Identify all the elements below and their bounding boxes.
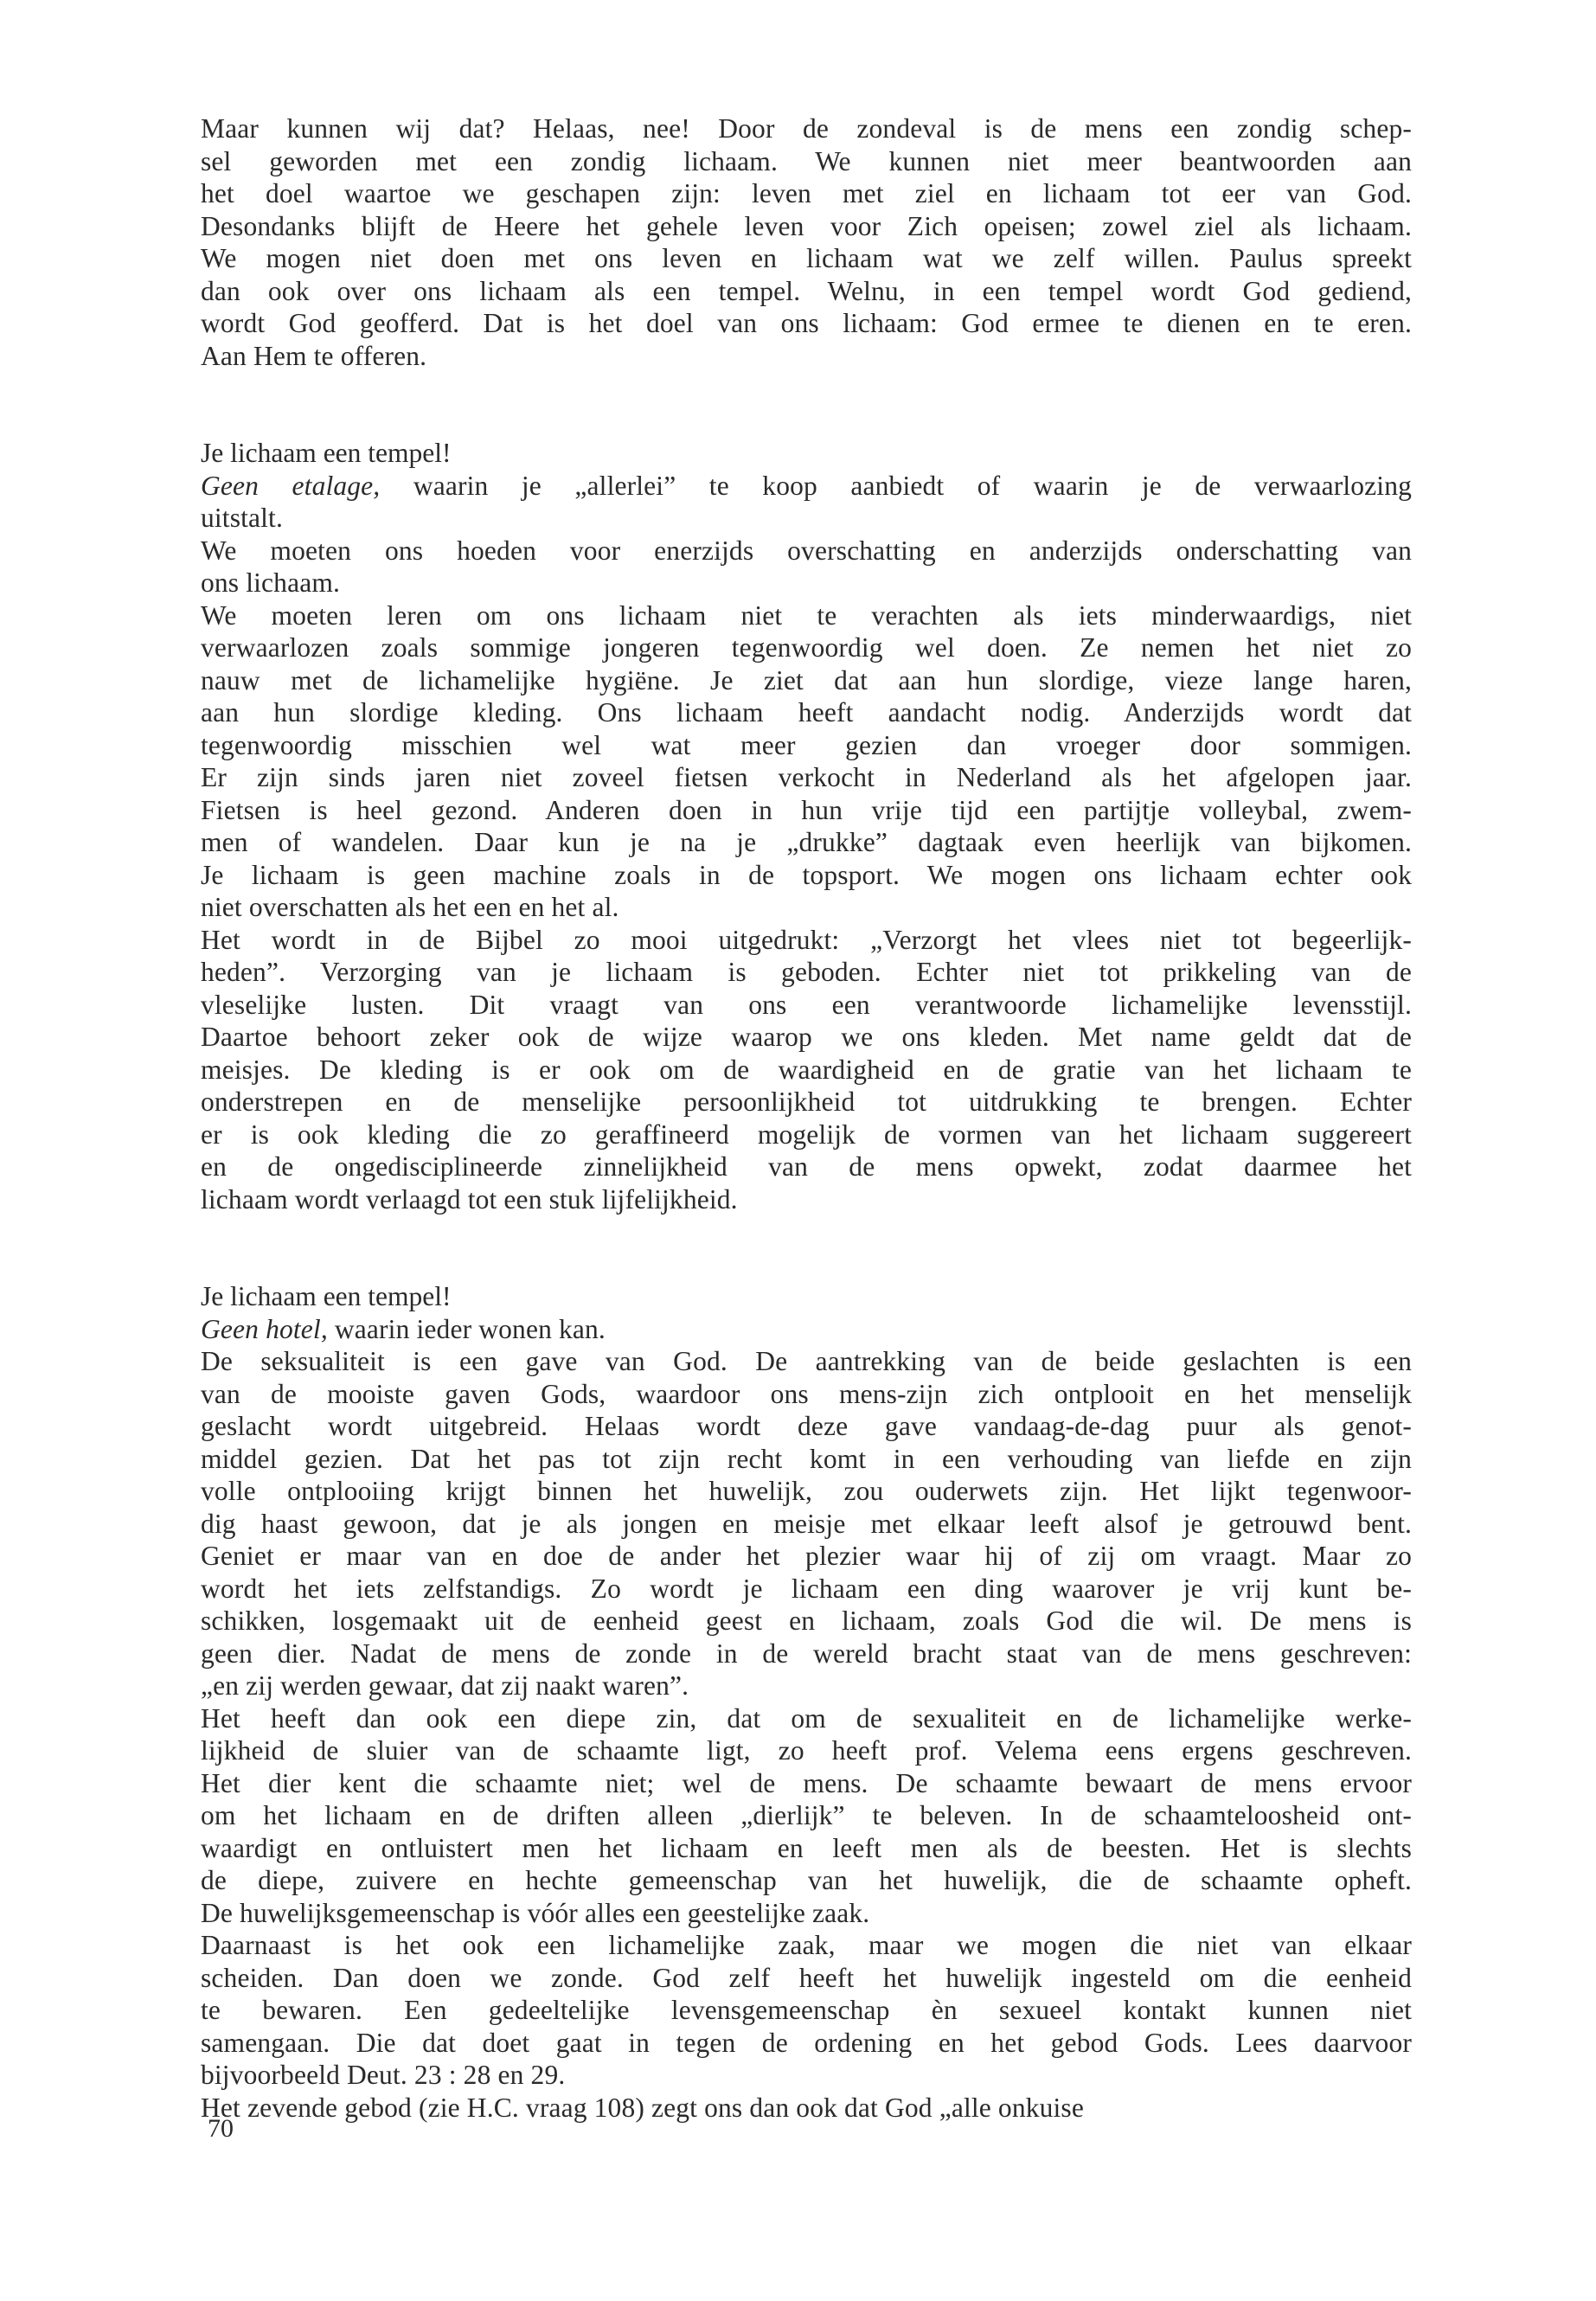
text-line: Er zijn sinds jaren niet zoveel fietsen verkocht in Nederland als het afgelopen jaar. bbox=[201, 762, 1412, 792]
text-line: waardigt en ontluistert men het lichaam en leeft men als de beesten. Het is slechts bbox=[201, 1832, 1412, 1863]
text-line: van de mooiste gaven Gods, waardoor ons mens-zijn zich ontplooit en het menselijk bbox=[201, 1378, 1412, 1409]
text-line: dig haast gewoon, dat je als jongen en meisje met elkaar leeft alsof je getrouwd bent. bbox=[201, 1508, 1412, 1539]
paragraph-intro bbox=[201, 112, 1412, 372]
italic-lead: Geen hotel, bbox=[201, 1313, 328, 1344]
text-line: geen dier. Nadat de mens de zonde in de wereld bracht staat van de mens geschreven: bbox=[201, 1638, 1412, 1669]
text-line: wordt God geofferd. Dat is het doel van ons lichaam: God ermee te dienen en te eren. bbox=[201, 308, 1412, 338]
text-line: Fietsen is heel gezond. Anderen doen in hun vrije tijd een partijtje volleybal, zwem- bbox=[201, 794, 1412, 825]
text-line: Het dier kent die schaamte niet; wel de mens. De schaamte bewaart de mens ervoor bbox=[201, 1767, 1412, 1798]
text-line: meisjes. De kleding is er ook om de waardigheid en de gratie van het lichaam te bbox=[201, 1054, 1412, 1085]
text-line: te bewaren. Een gedeeltelijke levensgemeenschap èn sexueel kontakt kunnen niet bbox=[201, 1995, 1412, 2025]
text-line: de diepe, zuivere en hechte gemeenschap van het huwelijk, die de schaamte opheft. bbox=[201, 1865, 1412, 1895]
text-line: niet overschatten als het een en het al. bbox=[201, 892, 619, 922]
text-line: men of wandelen. Daar kun je na je „drukke” dagtaak even heerlijk van bijkomen. bbox=[201, 827, 1412, 857]
text-line: We moeten leren om ons lichaam niet te verachten als iets minderwaardigs, niet bbox=[201, 599, 1412, 631]
text-line: lijkheid de sluier van de schaamte ligt, zo heeft prof. Velema eens ergens geschreven. bbox=[201, 1735, 1412, 1766]
text-line: Geniet er maar van en doe de ander het plezier waar hij of zij om vraagt. Maar zo bbox=[201, 1541, 1412, 1571]
text-line: De seksualiteit is een gave van God. De aantrekking van de beide geslachten is een bbox=[201, 1346, 1412, 1376]
text-line: We mogen niet doen met ons leven en lichaam wat we zelf willen. Paulus spreekt bbox=[201, 243, 1412, 273]
section-lead-line bbox=[201, 1313, 1412, 1346]
text-line: sel geworden met een zondig lichaam. We kunnen niet meer beantwoorden aan bbox=[201, 145, 1412, 176]
text-line: heden”. Verzorging van je lichaam is geboden. Echter niet tot prikkeling van de bbox=[201, 957, 1412, 987]
text-line: Aan Hem te offeren. bbox=[201, 340, 427, 371]
text-line: er is ook kleding die zo geraffineerd mogelijk de vormen van het lichaam suggereert bbox=[201, 1118, 1412, 1150]
section-lines bbox=[201, 1345, 1412, 2124]
text-line: bijvoorbeeld Deut. 23 : 28 en 29. bbox=[201, 2060, 566, 2090]
text-line: Desondanks blijft de Heere het gehele leven voor Zich opeisen; zowel ziel als lichaam. bbox=[201, 210, 1412, 241]
section-etalage bbox=[201, 437, 1412, 1215]
text-line: Het wordt in de Bijbel zo mooi uitgedrukt: „Verzorgt het vlees niet tot begeerlijk- bbox=[201, 924, 1412, 955]
text-line: verwaarlozen zoals sommige jongeren tegenwoordig wel doen. Ze nemen het niet zo bbox=[201, 632, 1412, 663]
section-heading: Je lichaam een tempel! bbox=[201, 1281, 452, 1311]
page-number: 70 bbox=[208, 2114, 234, 2143]
text-line: en de ongedisciplineerde zinnelijkheid van de mens opwekt, zodat daarmee het bbox=[201, 1151, 1412, 1182]
text-line: volle ontplooiing krijgt binnen het huwelijk, zou ouderwets zijn. Het lijkt tegenwoor- bbox=[201, 1476, 1412, 1506]
text-line: tegenwoordig misschien wel wat meer gezien dan vroeger door sommigen. bbox=[201, 729, 1412, 760]
text-line: uitstalt. bbox=[201, 503, 283, 533]
page-body bbox=[201, 112, 1412, 2124]
section-lead-line bbox=[201, 470, 1412, 503]
text-line: Maar kunnen wij dat? Helaas, nee! Door de zondeval is de mens een zondig schep- bbox=[201, 113, 1412, 144]
spacer bbox=[201, 372, 1412, 437]
section-lines bbox=[201, 502, 1412, 1215]
section-heading: Je lichaam een tempel! bbox=[201, 438, 452, 468]
text-line: wordt het iets zelfstandigs. Zo wordt je lichaam een ding waarover je vrij kunt be- bbox=[201, 1573, 1412, 1604]
text-line: Het heeft dan ook een diepe zin, dat om de sexualiteit en de lichamelijke werke- bbox=[201, 1702, 1412, 1734]
text-line: om het lichaam en de driften alleen „dierlijk” te beleven. In de schaamteloosheid ont- bbox=[201, 1800, 1412, 1830]
text-line: het doel waartoe we geschapen zijn: leven met ziel en lichaam tot eer van God. bbox=[201, 178, 1412, 208]
lead-rest: waarin je „allerlei” te koop aanbiedt of waarin je de verwaarlozing bbox=[380, 470, 1412, 501]
text-line: aan hun slordige kleding. Ons lichaam heeft aandacht nodig. Anderzijds wordt dat bbox=[201, 697, 1412, 727]
text-line: onderstrepen en de menselijke persoonlijkheid tot uitdrukking te brengen. Echter bbox=[201, 1086, 1412, 1117]
text-line: We moeten ons hoeden voor enerzijds overschatting en anderzijds onderschatting van bbox=[201, 535, 1412, 566]
text-line: samengaan. Die dat doet gaat in tegen de ordening en het gebod Gods. Lees daarvoor bbox=[201, 2027, 1412, 2058]
section-hotel bbox=[201, 1280, 1412, 2124]
text-line: Je lichaam is geen machine zoals in de topsport. We mogen ons lichaam echter ook bbox=[201, 859, 1412, 890]
text-line: schikken, losgemaakt uit de eenheid geest en lichaam, zoals God die wil. De mens is bbox=[201, 1606, 1412, 1636]
italic-lead: Geen etalage, bbox=[201, 470, 381, 501]
text-line: middel gezien. Dat het pas tot zijn recht komt in een verhouding van liefde en zijn bbox=[201, 1443, 1412, 1474]
text-line: Daarnaast is het ook een lichamelijke zaak, maar we mogen die niet van elkaar bbox=[201, 1930, 1412, 1960]
text-line: lichaam wordt verlaagd tot een stuk lijfelijkheid. bbox=[201, 1183, 738, 1215]
text-line: Het zevende gebod (zie H.C. vraag 108) zegt ons dan ook dat God „alle onkuise bbox=[201, 2092, 1084, 2123]
text-line: dan ook over ons lichaam als een tempel. Welnu, in een tempel wordt God gediend, bbox=[201, 275, 1412, 306]
text-line: ons lichaam. bbox=[201, 567, 341, 598]
spacer bbox=[201, 1215, 1412, 1280]
lead-rest: waarin ieder wonen kan. bbox=[327, 1313, 606, 1344]
text-line: scheiden. Dan doen we zonde. God zelf heeft het huwelijk ingesteld om die eenheid bbox=[201, 1962, 1412, 1993]
text-line: geslacht wordt uitgebreid. Helaas wordt deze gave vandaag-de-dag puur als genot- bbox=[201, 1411, 1412, 1441]
text-line: vleselijke lusten. Dit vraagt van ons een verantwoorde lichamelijke levensstijl. bbox=[201, 989, 1412, 1020]
text-line: „en zij werden gewaar, dat zij naakt waren”. bbox=[201, 1670, 689, 1701]
text-line: De huwelijksgemeenschap is vóór alles een geestelijke zaak. bbox=[201, 1897, 870, 1928]
text-line: Daartoe behoort zeker ook de wijze waarop we ons kleden. Met name geldt dat de bbox=[201, 1022, 1412, 1052]
text-line: nauw met de lichamelijke hygiëne. Je ziet dat aan hun slordige, vieze lange haren, bbox=[201, 664, 1412, 695]
